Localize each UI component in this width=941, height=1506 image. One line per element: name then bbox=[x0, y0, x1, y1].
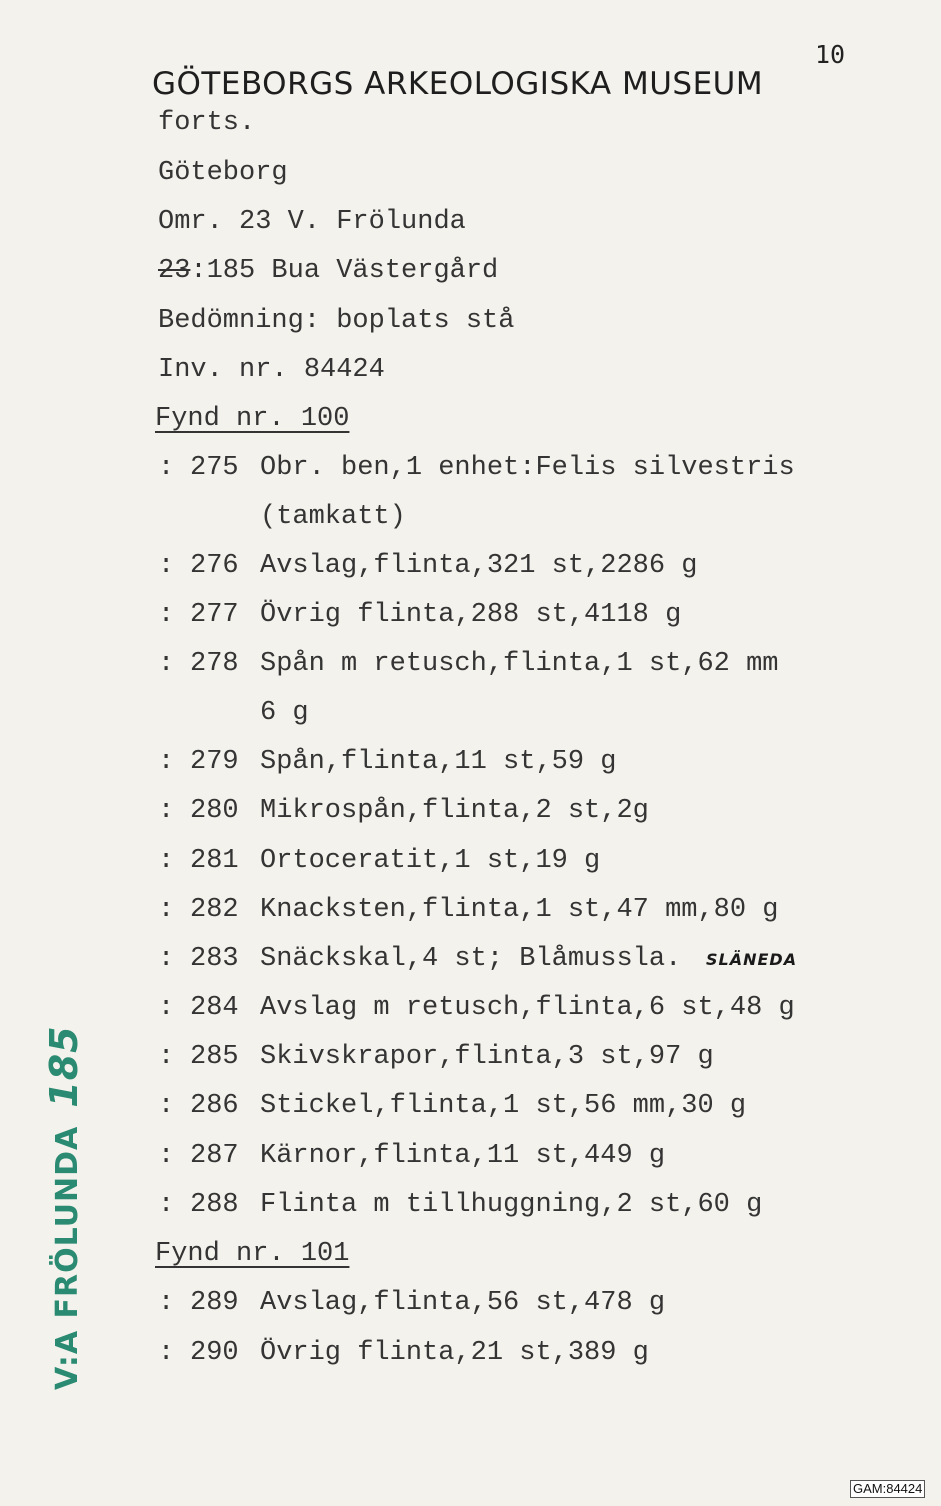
area-line: Omr. 23 V. Frölunda bbox=[158, 207, 466, 237]
side-stamp bbox=[42, 1025, 86, 1390]
assessment-line: Bedömning: boplats stå bbox=[158, 306, 515, 336]
list-item: : 289 Avslag,flinta,56 st,478 g bbox=[158, 1288, 666, 1318]
site-line bbox=[158, 254, 498, 288]
find-heading: Fynd nr. 100 bbox=[155, 404, 350, 434]
stamp-number: 185 bbox=[42, 1025, 86, 1108]
list-item: : 282 Knacksten,flinta,1 st,47 mm,80 g bbox=[158, 895, 779, 925]
list-item: : 290 Övrig flinta,21 st,389 g bbox=[158, 1338, 649, 1368]
list-item: : 275 Obr. ben,1 enhet:Felis silvestris (tamkatt) bbox=[158, 453, 795, 532]
site-rest: :185 Bua Västergård bbox=[190, 256, 499, 286]
list-item: : 278 Spån m retusch,flinta,1 st,62 mm 6 g bbox=[158, 649, 779, 728]
list-item: : 280 Mikrospån,flinta,2 st,2g bbox=[158, 796, 649, 826]
list-item: : 276 Avslag,flinta,321 st,2286 g bbox=[158, 551, 698, 581]
list-item: : 287 Kärnor,flinta,11 st,449 g bbox=[158, 1141, 666, 1171]
forts-line: forts. bbox=[158, 108, 256, 138]
handwritten-note: SLÄNEDA bbox=[706, 950, 798, 969]
stamp-label: V:A FRÖLUNDA bbox=[50, 1125, 85, 1390]
list-item: : 288 Flinta m tillhuggning,2 st,60 g bbox=[158, 1190, 763, 1220]
inventory-line: Inv. nr. 84424 bbox=[158, 355, 385, 385]
list-item: : 281 Ortoceratit,1 st,19 g bbox=[158, 846, 601, 876]
museum-title: GÖTEBORGS ARKEOLOGISKA MUSEUM bbox=[152, 66, 764, 102]
list-item: : 284 Avslag m retusch,flinta,6 st,48 g bbox=[158, 993, 795, 1023]
city-line: Göteborg bbox=[158, 158, 288, 188]
list-item: : 286 Stickel,flinta,1 st,56 mm,30 g bbox=[158, 1091, 747, 1121]
list-item: : 283 Snäckskal,4 st; Blåmussla. bbox=[158, 944, 682, 974]
list-item: : 285 Skivskrapor,flinta,3 st,97 g bbox=[158, 1042, 714, 1072]
site-old-number: 23 bbox=[158, 256, 191, 286]
find-heading: Fynd nr. 101 bbox=[155, 1239, 350, 1269]
page-number: 10 bbox=[815, 40, 846, 69]
list-item: : 277 Övrig flinta,288 st,4118 g bbox=[158, 600, 682, 630]
list-item: : 279 Spån,flinta,11 st,59 g bbox=[158, 747, 617, 777]
archive-id: GAM:84424 bbox=[850, 1480, 925, 1498]
